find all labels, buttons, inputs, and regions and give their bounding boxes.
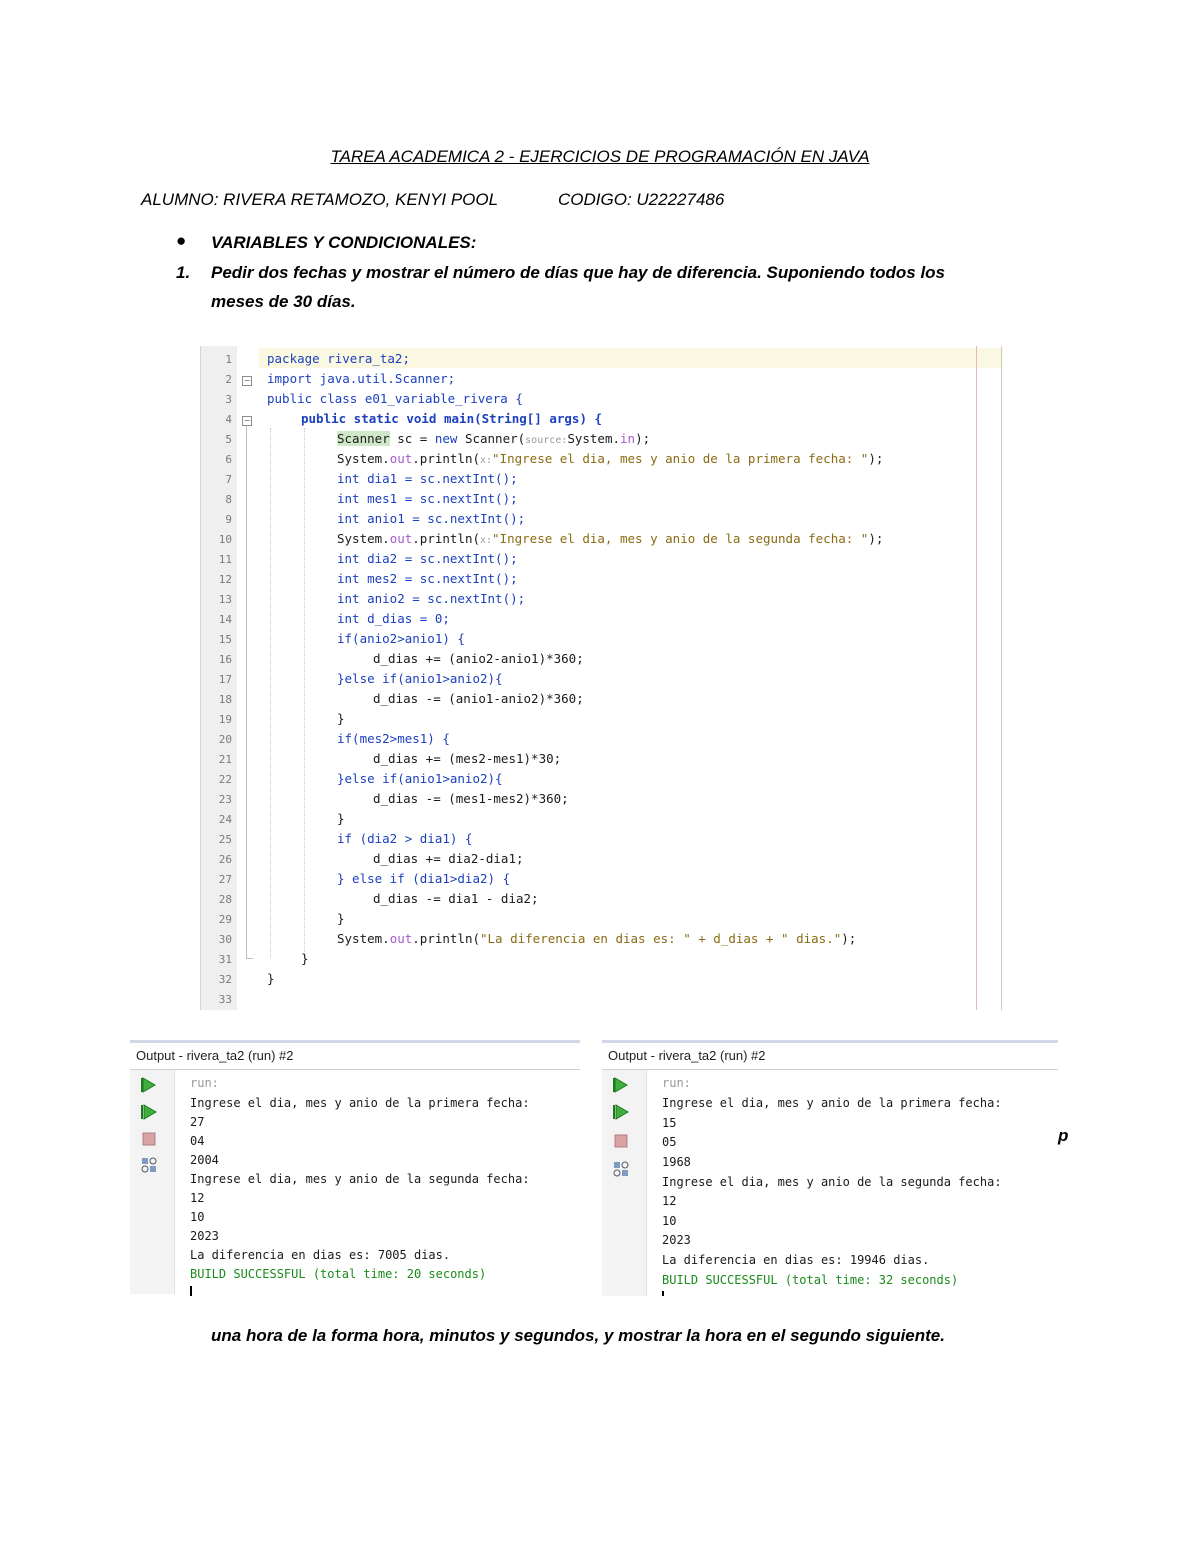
code-line-27: } else if (dia1>dia2) {: [337, 871, 511, 886]
item-text-line2: meses de 30 días.: [211, 292, 356, 311]
rerun-icon[interactable]: [140, 1103, 158, 1121]
console-line: 04: [190, 1134, 205, 1148]
output-panel-title: Output - rivera_ta2 (run) #2: [130, 1040, 580, 1070]
code-line-24: }: [337, 811, 345, 826]
code-line-31: }: [301, 951, 309, 966]
line-number: 20: [218, 733, 232, 746]
code-line-20: if(mes2>mes1) {: [337, 731, 450, 746]
line-number: 3: [225, 393, 232, 406]
code-text: out: [389, 451, 413, 466]
line-number: 18: [218, 693, 232, 706]
line-number-gutter: [201, 346, 238, 1010]
text-cursor: [190, 1286, 192, 1296]
code-line-29: }: [337, 911, 345, 926]
line-number: 29: [218, 913, 232, 926]
code-text: out: [389, 931, 413, 946]
line-number: 27: [218, 873, 232, 886]
code-line-19: }: [337, 711, 345, 726]
rerun-icon[interactable]: [612, 1103, 630, 1121]
line-number: 22: [218, 773, 232, 786]
code-text: .println(: [412, 531, 480, 546]
code-line-11: int dia2 = sc.nextInt();: [337, 551, 518, 566]
console-line: 12: [662, 1194, 677, 1208]
line-number: 11: [218, 553, 232, 566]
stray-letter: p: [1058, 1126, 1069, 1145]
code-text: );: [868, 451, 884, 466]
code-line-21: d_dias += (mes2-mes1)*30;: [373, 751, 562, 766]
code-text: public static void main(String[] args) {: [301, 411, 603, 426]
code-text: Scanner: [337, 431, 390, 446]
code-line-2: [267, 371, 455, 386]
line-number: 30: [218, 933, 232, 946]
code-line-28: d_dias -= dia1 - dia2;: [373, 891, 539, 906]
code-line-16: d_dias += (anio2-anio1)*360;: [373, 651, 584, 666]
output-toolbar: [130, 1070, 175, 1294]
fold-margin: [237, 346, 259, 1010]
code-text: );: [841, 931, 857, 946]
output-toolbar: [602, 1070, 647, 1296]
code-line-18: d_dias -= (anio1-anio2)*360;: [373, 691, 584, 706]
output-panel-2: [602, 1040, 1058, 1296]
fold-guide: [246, 426, 247, 958]
console-line: 15: [662, 1116, 677, 1130]
line-number: 14: [218, 613, 232, 626]
stop-icon[interactable]: [140, 1130, 158, 1148]
code-line-12: int mes2 = sc.nextInt();: [337, 571, 518, 586]
line-number: 33: [218, 993, 232, 1006]
line-number: 19: [218, 713, 232, 726]
right-margin-line: [976, 346, 977, 1010]
console-line: 10: [190, 1210, 205, 1224]
line-number: 8: [225, 493, 232, 506]
line-number: 31: [218, 953, 232, 966]
code-text: );: [635, 431, 651, 446]
code-text: "La diferencia en dias es: " + d_dias + " dias.": [480, 931, 842, 946]
code-line-5: [337, 431, 650, 446]
code-text: "Ingrese el dia, mes y anio de la segunda fecha: ": [492, 531, 869, 546]
code-text: public class e01_variable_rivera {: [267, 391, 523, 406]
line-number: 24: [218, 813, 232, 826]
output-panel-1: [130, 1040, 580, 1294]
code-line-6: [337, 451, 883, 466]
console-line: La diferencia en dias es: 19946 dias.: [662, 1253, 930, 1267]
code-line-8: int mes1 = sc.nextInt();: [337, 491, 518, 506]
code-line-17: }else if(anio1>anio2){: [337, 671, 503, 686]
console-line: run:: [662, 1076, 691, 1090]
console-line: La diferencia en dias es: 7005 dias.: [190, 1248, 451, 1262]
line-number: 2: [225, 373, 232, 386]
line-number: 7: [225, 473, 232, 486]
code-text: .println(: [412, 931, 480, 946]
code-text: System.: [337, 931, 390, 946]
line-number: 15: [218, 633, 232, 646]
line-number: 23: [218, 793, 232, 806]
line-number: 1: [225, 353, 232, 366]
item-number: 1.: [176, 263, 191, 282]
output-console: [190, 1070, 580, 1294]
run-icon[interactable]: [612, 1076, 630, 1094]
line-number: 17: [218, 673, 232, 686]
code-text: );: [868, 531, 884, 546]
console-line: 27: [190, 1115, 205, 1129]
indent-guide: [270, 428, 271, 958]
console-line: 1968: [662, 1155, 691, 1169]
code-text: Scanner(: [457, 431, 526, 446]
code-text: new: [434, 431, 458, 446]
console-line: Ingrese el dia, mes y anio de la primera fecha:: [662, 1096, 1002, 1110]
param-hint: x:: [480, 535, 493, 546]
fold-icon[interactable]: −: [243, 376, 251, 385]
code-text: System.: [337, 451, 390, 466]
console-line: BUILD SUCCESSFUL (total time: 20 seconds): [190, 1267, 487, 1281]
settings-icon[interactable]: [612, 1160, 630, 1178]
code-line-13: int anio2 = sc.nextInt();: [337, 591, 526, 606]
settings-icon[interactable]: [140, 1156, 158, 1174]
code-line-7: int dia1 = sc.nextInt();: [337, 471, 518, 486]
line-number: 10: [218, 533, 232, 546]
console-line: 2004: [190, 1153, 219, 1167]
console-line: Ingrese el dia, mes y anio de la primera fecha:: [190, 1096, 530, 1110]
console-line: 2023: [662, 1233, 691, 1247]
stop-icon[interactable]: [612, 1132, 630, 1150]
document-title: TAREA ACADEMICA 2 - EJERCICIOS DE PROGRAMACIÓN EN JAVA: [330, 147, 870, 166]
code-text: sc =: [389, 431, 435, 446]
text-cursor: [662, 1291, 664, 1296]
line-number: 6: [225, 453, 232, 466]
line-number: 16: [218, 653, 232, 666]
code-line-1: [267, 351, 410, 366]
code-line-9: int anio1 = sc.nextInt();: [337, 511, 526, 526]
line-number: 32: [218, 973, 232, 986]
console-line: Ingrese el dia, mes y anio de la segunda fecha:: [662, 1175, 1002, 1189]
console-line: 10: [662, 1214, 677, 1228]
param-hint: x:: [480, 455, 493, 466]
code-line-23: d_dias -= (mes1-mes2)*360;: [373, 791, 569, 806]
student-code: CODIGO: U22227486: [558, 190, 725, 209]
code-text: .println(: [412, 451, 480, 466]
fold-icon[interactable]: −: [243, 416, 251, 425]
output-panel-title: Output - rivera_ta2 (run) #2: [602, 1040, 1058, 1070]
line-number: 21: [218, 753, 232, 766]
code-text: System.: [567, 431, 620, 446]
code-text: System.: [337, 531, 390, 546]
code-text: package rivera_ta2;: [267, 351, 410, 366]
line-number: 4: [225, 413, 232, 426]
console-line: 05: [662, 1135, 677, 1149]
code-line-30: [337, 931, 856, 946]
console-line: 2023: [190, 1229, 219, 1243]
bullet-icon: ●: [176, 231, 187, 250]
code-text: import java.util.Scanner;: [267, 371, 456, 386]
student-name: ALUMNO: RIVERA RETAMOZO, KENYI POOL: [141, 190, 499, 209]
line-number: 9: [225, 513, 232, 526]
console-line: run:: [190, 1076, 219, 1090]
code-line-14: int d_dias = 0;: [337, 611, 450, 626]
code-editor: [200, 346, 1003, 1010]
console-line: 12: [190, 1191, 205, 1205]
console-line: BUILD SUCCESSFUL (total time: 32 seconds): [662, 1273, 959, 1287]
line-number: 12: [218, 573, 232, 586]
code-text: out: [389, 531, 413, 546]
code-text: in: [620, 431, 636, 446]
code-line-32: }: [267, 971, 275, 986]
code-text: "Ingrese el dia, mes y anio de la primera fecha: ": [492, 451, 869, 466]
code-line-4: [301, 411, 602, 426]
fold-end: [246, 958, 253, 959]
line-number: 26: [218, 853, 232, 866]
code-line-10: [337, 531, 883, 546]
output-console: [662, 1070, 1058, 1296]
item-text-line1: Pedir dos fechas y mostrar el número de días que hay de diferencia. Suponiendo todos los: [211, 263, 946, 282]
line-number: 28: [218, 893, 232, 906]
line-number: 13: [218, 593, 232, 606]
param-hint: source:: [525, 435, 568, 446]
code-line-25: if (dia2 > dia1) {: [337, 831, 473, 846]
editor-right-edge: [1001, 346, 1002, 1010]
line-number: 5: [225, 433, 232, 446]
code-line-26: d_dias += dia2-dia1;: [373, 851, 524, 866]
code-line-3: [267, 391, 523, 406]
line-number: 25: [218, 833, 232, 846]
section-heading: VARIABLES Y CONDICIONALES:: [211, 233, 477, 252]
console-line: Ingrese el dia, mes y anio de la segunda fecha:: [190, 1172, 530, 1186]
indent-guide: [304, 428, 305, 958]
code-line-22: }else if(anio1>anio2){: [337, 771, 503, 786]
run-icon[interactable]: [140, 1076, 158, 1094]
bottom-paragraph: una hora de la forma hora, minutos y segundos, y mostrar la hora en el segundo siguiente.: [211, 1326, 945, 1345]
code-line-15: if(anio2>anio1) {: [337, 631, 465, 646]
